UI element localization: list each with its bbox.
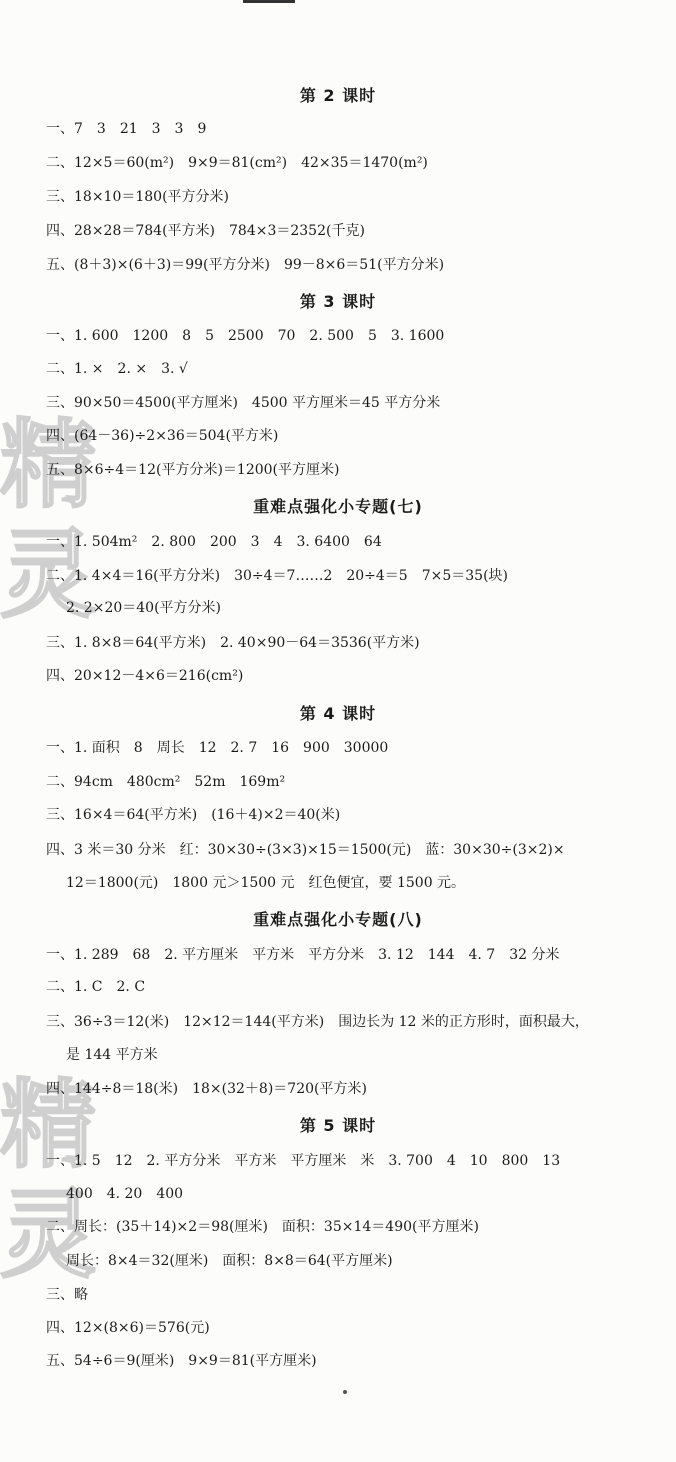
top-edge-mark [243, 0, 295, 3]
answer-line: 三、18×10＝180(平方分米) [46, 189, 230, 205]
answer-line: 二、1. 4×4＝16(平方分米) 30÷4＝7……2 20÷4＝5 7×5＝35(块) [46, 568, 508, 584]
answer-line: 周长：8×4＝32(厘米) 面积：8×8＝64(平方厘米) [66, 1253, 393, 1269]
answer-line: 五、54÷6＝9(厘米) 9×9＝81(平方厘米) [46, 1353, 317, 1369]
answer-line: 二、1. C 2. C [46, 979, 146, 995]
answer-line: 二、94cm 480cm² 52m 169m² [46, 774, 286, 790]
section-title-lesson-3: 第 3 课时 [299, 292, 377, 311]
answer-line: 四、20×12－4×6＝216(cm²) [46, 668, 244, 684]
answer-line: 四、144÷8＝18(米) 18×(32＋8)＝720(平方米) [46, 1081, 367, 1097]
scan-speck [343, 1390, 347, 1394]
answer-line: 12＝1800(元) 1800 元＞1500 元 红色便宜，要 1500 元。 [66, 875, 466, 891]
answer-line: 三、略 [46, 1287, 88, 1303]
answer-line: 四、28×28＝784(平方米) 784×3＝2352(千克) [46, 223, 365, 239]
section-title-lesson-2: 第 2 课时 [299, 86, 377, 105]
watermark-top: 精灵 [0, 409, 88, 631]
answer-line: 四、(64－36)÷2×36＝504(平方米) [46, 428, 279, 444]
section-title-lesson-4: 第 4 课时 [299, 704, 377, 723]
answer-line: 四、3 米＝30 分米 红：30×30÷(3×3)×15＝1500(元) 蓝：30×30÷(3×2)× [46, 842, 565, 858]
answer-line: 三、16×4＝64(平方米) (16＋4)×2＝40(米) [46, 807, 341, 823]
answer-line: 五、(8＋3)×(6＋3)＝99(平方分米) 99－8×6＝51(平方分米) [46, 257, 445, 273]
answer-line: 一、1. 5 12 2. 平方分米 平方米 平方厘米 米 3. 700 4 10 800 13 [46, 1153, 561, 1169]
answer-line: 一、1. 504m² 2. 800 200 3 4 3. 6400 64 [46, 534, 382, 550]
answer-line: 二、1. × 2. × 3. √ [46, 361, 188, 377]
answer-line: 二、12×5＝60(m²) 9×9＝81(cm²) 42×35＝1470(m²) [46, 155, 428, 171]
section-title-topic-7: 重难点强化小专题(七) [253, 497, 423, 516]
answer-line: 二、周长：(35＋14)×2＝98(厘米) 面积：35×14＝490(平方厘米) [46, 1219, 479, 1235]
answer-line: 一、7 3 21 3 3 9 [46, 121, 207, 137]
answer-line: 三、90×50＝4500(平方厘米) 4500 平方厘米＝45 平方分米 [46, 395, 441, 411]
section-title-topic-8: 重难点强化小专题(八) [253, 910, 423, 929]
watermark-bottom: 精灵 [0, 1069, 88, 1291]
answer-line: 三、1. 8×8＝64(平方米) 2. 40×90－64＝3536(平方米) [46, 635, 420, 651]
answer-line: 五、8×6÷4＝12(平方分米)＝1200(平方厘米) [46, 462, 340, 478]
answer-line: 2. 2×20＝40(平方分米) [66, 600, 221, 616]
answer-line: 一、1. 600 1200 8 5 2500 70 2. 500 5 3. 1600 [46, 328, 445, 344]
answer-line: 是 144 平方米 [66, 1047, 158, 1063]
answer-line: 四、12×(8×6)＝576(元) [46, 1320, 210, 1336]
answer-line: 一、1. 面积 8 周长 12 2. 7 16 900 30000 [46, 740, 389, 756]
answer-line: 三、36÷3＝12(米) 12×12＝144(平方米) 围边长为 12 米的正方形时，面积最大， [46, 1014, 589, 1030]
answer-line: 400 4. 20 400 [66, 1186, 184, 1202]
section-title-lesson-5: 第 5 课时 [299, 1116, 377, 1135]
answer-line: 一、1. 289 68 2. 平方厘米 平方米 平方分米 3. 12 144 4. 7 32 分米 [46, 947, 560, 963]
